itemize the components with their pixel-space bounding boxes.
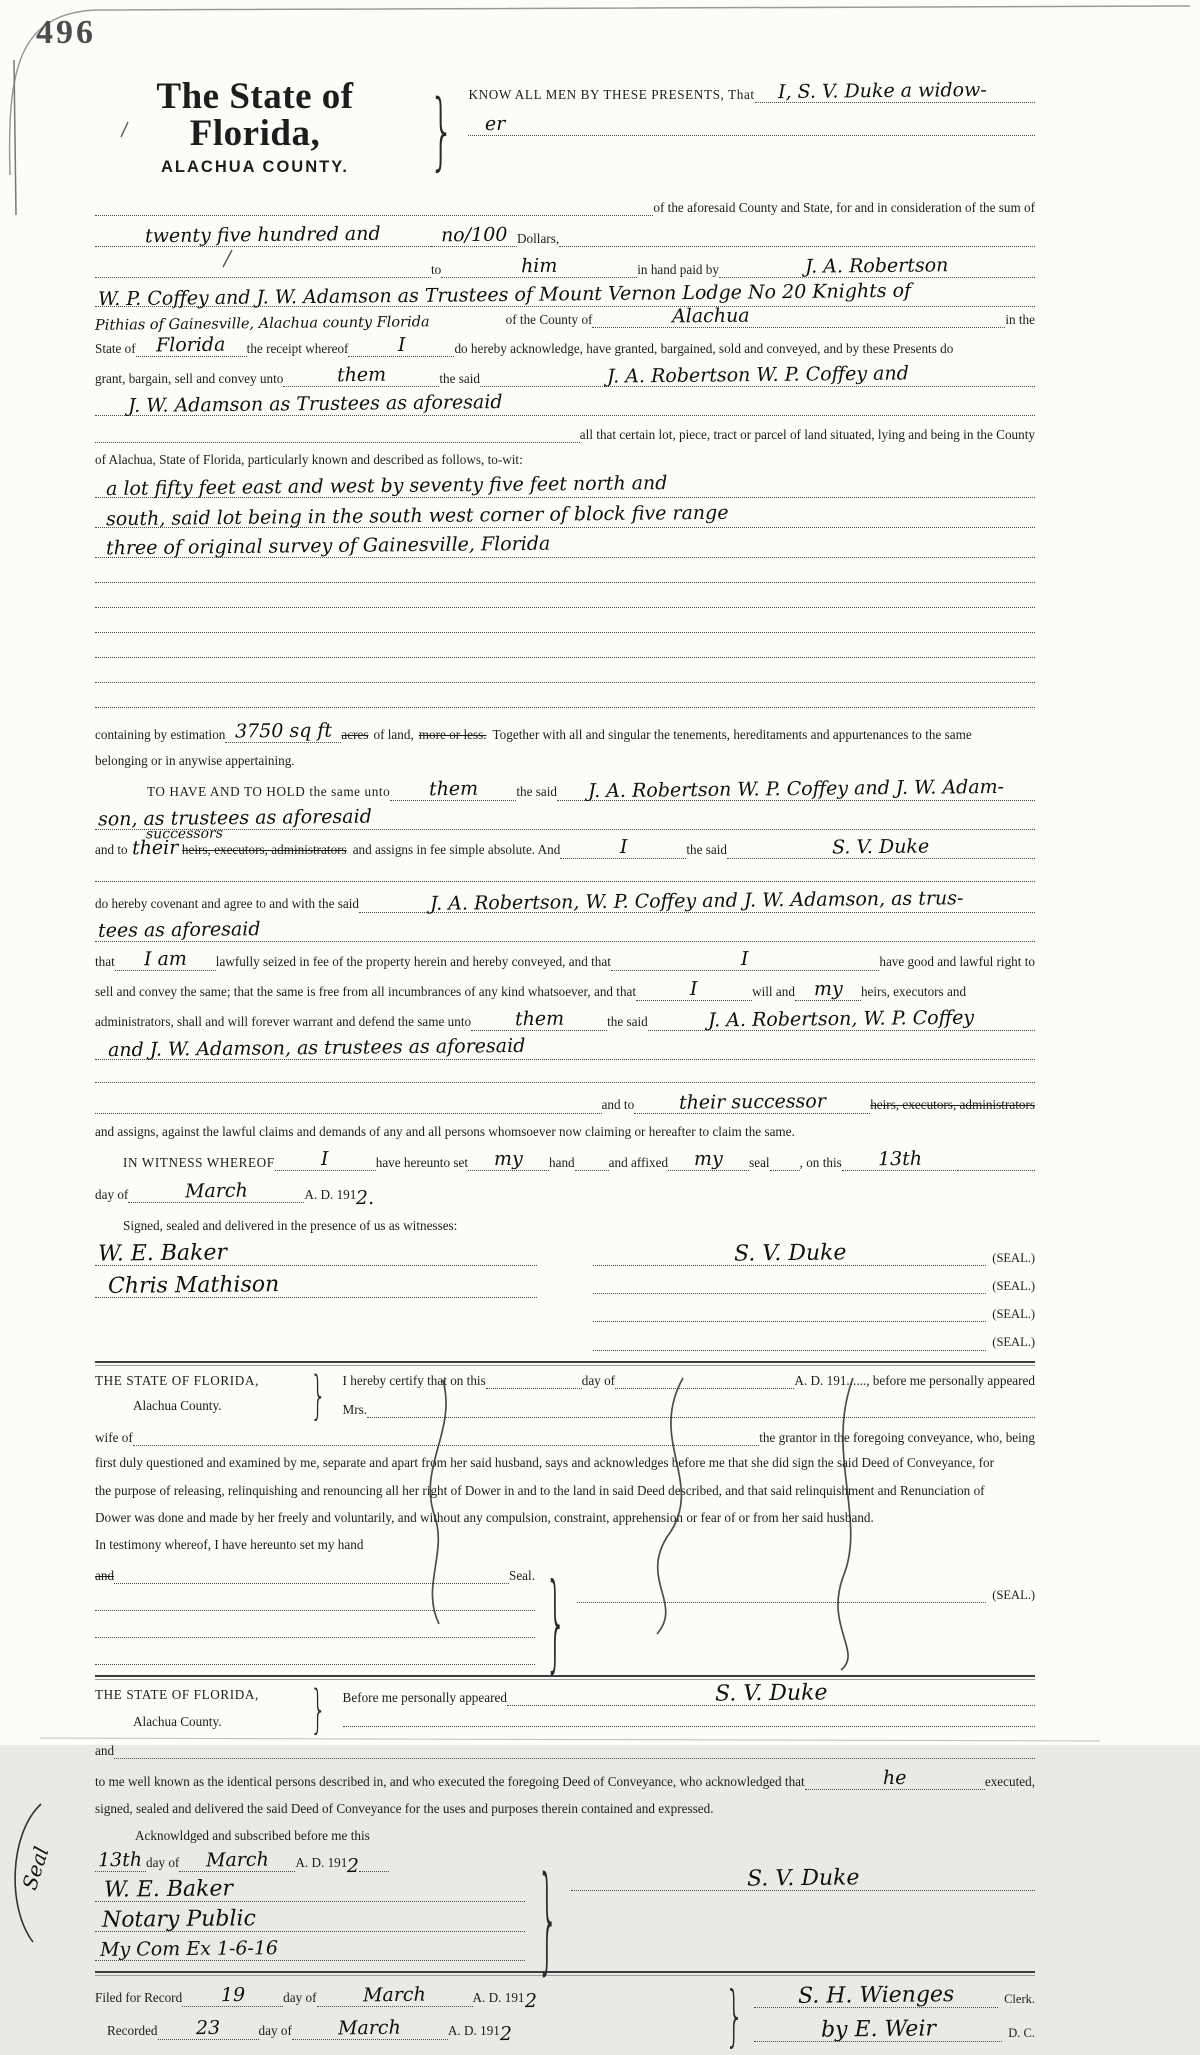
containing-text: containing by estimation bbox=[95, 727, 226, 743]
county-handwriting: Alachua bbox=[671, 304, 750, 328]
covenant-handwriting: J. A. Robertson, W. P. Coffey and J. W. Adamson, as trus- bbox=[430, 886, 964, 915]
ack-month-handwriting: March bbox=[205, 1848, 269, 1871]
filed-month-handwriting: March bbox=[363, 1983, 426, 2006]
ad-label: A. D. 191 bbox=[304, 1186, 357, 1202]
ack-blank-line bbox=[343, 1724, 1035, 1727]
filed-ad-label: A. D. 191 bbox=[472, 1990, 525, 2006]
good-right-text: have good and lawful right to bbox=[879, 954, 1035, 970]
covenant-text: do hereby covenant and agree to and with the said bbox=[95, 896, 360, 912]
heirs2-text: heirs, executors and bbox=[860, 984, 967, 1000]
recorded-day-handwriting: 23 bbox=[195, 2016, 221, 2039]
dower-testimony-text: In testimony whereof, I have hereunto set my hand bbox=[95, 1536, 364, 1552]
dower-mrs-label: Mrs. bbox=[342, 1401, 368, 1417]
dower-wife-of: wife of bbox=[95, 1430, 133, 1445]
grantor-signature: S. V. Duke bbox=[733, 1240, 847, 1267]
in-witness-text: IN WITNESS WHEREOF bbox=[123, 1154, 275, 1170]
signature-block bbox=[95, 1234, 1035, 1351]
seal-margin-text: Seal bbox=[17, 1843, 54, 1893]
blank-seal-line bbox=[593, 1319, 986, 1322]
amount-handwriting: twenty five hundred and bbox=[145, 222, 381, 248]
hand-word: hand bbox=[549, 1154, 575, 1170]
receipt-text: the receipt whereof bbox=[246, 341, 349, 356]
that-label: that bbox=[95, 954, 115, 970]
ack-known-text: to me well known as the identical persons described in, and who executed the foregoing Deed of Conveyance, who acknowledged that bbox=[95, 1774, 805, 1790]
blank-seal-line bbox=[593, 1291, 986, 1294]
them2-handwriting: them bbox=[428, 777, 479, 800]
dower-acknowledgment-section bbox=[95, 1366, 1035, 1686]
grantees-handwriting: J. A. Robertson W. P. Coffey and bbox=[606, 362, 909, 388]
ack-closing-brace: } bbox=[537, 1852, 559, 1989]
and-to2-label: and to bbox=[601, 1097, 635, 1113]
state-handwriting: Florida bbox=[156, 333, 226, 357]
area-handwriting: 3750 sq ft bbox=[234, 719, 333, 743]
heirs-struck-text: heirs, executors, administrators bbox=[181, 842, 347, 858]
seal-label-2: (SEAL.) bbox=[992, 1278, 1035, 1293]
ack-state-heading: THE STATE OF FLORIDA, bbox=[95, 1686, 259, 1702]
sell-text: sell and convey the same; that the same is free from all incumbrances of any kind whatsoever, and that bbox=[95, 984, 637, 1000]
ack-notary-signature: W. E. Baker bbox=[103, 1875, 234, 1903]
seal-word: seal bbox=[749, 1154, 770, 1170]
them-handwriting: them bbox=[336, 363, 387, 387]
day-of-label: day of bbox=[95, 1186, 129, 1202]
clerk-label: Clerk. bbox=[1004, 1992, 1035, 2007]
filed-day-handwriting: 19 bbox=[220, 1983, 245, 2006]
dower-ad-tail: A. D. 191......, before me personally appeared bbox=[794, 1372, 1035, 1388]
to-label: to bbox=[431, 262, 442, 277]
acknowledge-text: do hereby acknowledge, have granted, bargained, sold and conveyed, and by these Presents do bbox=[454, 341, 954, 356]
recorded-ad-label: A. D. 191 bbox=[447, 2023, 500, 2039]
belonging-text: belonging or in anywise appertaining. bbox=[95, 753, 295, 769]
deputy-clerk-label: D. C. bbox=[1008, 2026, 1035, 2041]
them3-handwriting: them bbox=[514, 1007, 564, 1030]
page-number: 496 bbox=[36, 14, 96, 51]
recorded-month-handwriting: March bbox=[338, 2016, 402, 2039]
ack-before-text: Before me personally appeared bbox=[342, 1689, 507, 1705]
dower-grantor-tail: the grantor in the foregoing conveyance, who, being bbox=[759, 1430, 1035, 1445]
dower-wife-blank bbox=[133, 1443, 760, 1446]
together-text: Together with all and singular the tenements, hereditaments and appurtenances to the same bbox=[492, 727, 972, 743]
aforesaid-text: of the aforesaid County and State, for and in consideration of the sum of bbox=[653, 200, 1035, 215]
dower-brace: } bbox=[310, 1366, 327, 1427]
i4-handwriting: I bbox=[690, 977, 698, 1000]
ack-appeared-handwriting: S. V. Duke bbox=[714, 1680, 828, 1707]
dower-and-struck: and bbox=[95, 1567, 115, 1583]
filed-year-handwriting: 2 bbox=[524, 1990, 537, 2013]
header-county: ALACHUA COUNTY. bbox=[161, 158, 349, 176]
blank-line bbox=[95, 580, 1035, 583]
blank-line bbox=[95, 655, 1035, 658]
hold2-handwriting: son, as trustees as aforesaid bbox=[97, 805, 372, 831]
of-land-text: of land, bbox=[373, 727, 414, 743]
claims-text: and assigns, against the lawful claims and demands of any and all persons whomsoever now claiming or hereafter to claim the same. bbox=[95, 1123, 795, 1139]
blank-line bbox=[95, 1635, 535, 1638]
ack-acknowledged-text: Acknowldged and subscribed before me this bbox=[135, 1828, 370, 1844]
ack-commission-handwriting: My Com Ex 1-6-16 bbox=[99, 1936, 279, 1961]
hold-handwriting: J. A. Robertson W. P. Coffey and J. W. Adam- bbox=[587, 775, 1005, 802]
deputy-signature: by E. Weir bbox=[820, 2016, 936, 2043]
ack-county-heading: Alachua County. bbox=[133, 1713, 222, 1729]
section-divider bbox=[95, 1971, 1035, 1976]
know-all-text: KNOW ALL MEN BY THESE PRESENTS, That bbox=[468, 86, 755, 102]
trustees-handwriting: W. P. Coffey and J. W. Adamson as Trustees of Mount Vernon Lodge No 20 Knights of bbox=[97, 279, 912, 311]
blank-line bbox=[95, 1662, 535, 1665]
described-text: of Alachua, State of Florida, particularly known and described as follows, to-wit: bbox=[95, 452, 523, 468]
recorded-year-handwriting: 2 bbox=[499, 2023, 513, 2046]
dower-certify-text: I hereby certify that on this bbox=[342, 1372, 486, 1388]
dollars-label: Dollars, bbox=[517, 231, 560, 246]
ack-executed-text: executed, bbox=[984, 1774, 1035, 1790]
day13-handwriting: 13th bbox=[877, 1147, 922, 1171]
notary-acknowledgment-section bbox=[17, 1680, 1035, 1989]
the-said2-label: the said bbox=[516, 784, 558, 800]
grant-text: grant, bargain, sell and convey unto bbox=[95, 371, 284, 386]
section-divider bbox=[95, 1361, 1035, 1366]
filed-day-of: day of bbox=[283, 1990, 317, 2006]
more-less-struck-text: more or less. bbox=[418, 727, 487, 743]
grantees2-handwriting: J. W. Adamson as Trustees as aforesaid bbox=[127, 391, 503, 418]
defend2-handwriting: and J. W. Adamson, as trustees as aforesaid bbox=[107, 1034, 526, 1061]
blank-seal-line bbox=[593, 1348, 986, 1351]
my-handwriting: my bbox=[813, 977, 843, 1000]
recorded-day-of: day of bbox=[258, 2023, 292, 2039]
recorded-label: Recorded bbox=[107, 2023, 158, 2039]
ack-delivered-text: signed, sealed and delivered the said Deed of Conveyance for the uses and purposes therein contained and expressed. bbox=[95, 1801, 714, 1817]
dower-paragraph-3: Dower was done and made by her freely and voluntarily, and without any compulsion, constraint, apprehension or fear of or from her said husband. bbox=[95, 1510, 874, 1526]
to-have-text: TO HAVE AND TO HOLD the same unto bbox=[147, 784, 391, 800]
seal-margin-mark bbox=[3, 1798, 83, 1948]
dower-seal-blank bbox=[114, 1581, 509, 1584]
receipt-i-handwriting: I bbox=[397, 334, 406, 357]
dower-county-heading: Alachua County. bbox=[133, 1397, 222, 1413]
my2-handwriting: my bbox=[493, 1147, 523, 1170]
ack-and-blank bbox=[114, 1756, 1035, 1759]
acres-struck-text: acres bbox=[341, 727, 369, 743]
seal-label-1: (SEAL.) bbox=[992, 1250, 1035, 1265]
seal-label-4: (SEAL.) bbox=[992, 1335, 1035, 1350]
paid-by-text: in hand paid by bbox=[637, 262, 719, 277]
cents-handwriting: no/100 bbox=[440, 223, 508, 247]
blank-line bbox=[95, 1608, 535, 1611]
blank-line bbox=[95, 705, 1035, 708]
defend-handwriting: J. A. Robertson, W. P. Coffey bbox=[708, 1006, 975, 1032]
will-and-text: will and bbox=[752, 984, 795, 1000]
description-line1-handwriting: a lot fifty feet east and west by seventy five feet north and bbox=[105, 472, 668, 501]
i5-handwriting: I bbox=[321, 1147, 330, 1170]
description-line2-handwriting: south, said lot being in the south west corner of block five range bbox=[105, 502, 729, 531]
ack-day-handwriting: 13th bbox=[98, 1848, 143, 1871]
ack-day-of: day of bbox=[146, 1855, 180, 1871]
blank-line bbox=[95, 1080, 1035, 1083]
covenant2-handwriting: tees as aforesaid bbox=[97, 917, 261, 942]
payer-handwriting: J. A. Robertson bbox=[805, 254, 949, 278]
hereunto-text: have hereunto set bbox=[375, 1154, 468, 1170]
dower-seal-paren: (SEAL.) bbox=[992, 1587, 1035, 1602]
i-am-handwriting: I am bbox=[143, 947, 187, 970]
dower-right-blank bbox=[577, 1600, 987, 1603]
their-handwriting: their bbox=[131, 836, 179, 859]
blank-line bbox=[95, 605, 1035, 608]
my3-handwriting: my bbox=[694, 1147, 724, 1170]
the-said3-label: the said bbox=[686, 842, 728, 858]
warrant-text: administrators, shall and will forever warrant and defend the same unto bbox=[95, 1014, 472, 1030]
affixed-text: and affixed bbox=[608, 1154, 669, 1170]
ack-notary-title-handwriting: Notary Public bbox=[101, 1905, 256, 1933]
trustees-interline-handwriting: Pithias of Gainesville, Alachua county Florida bbox=[94, 314, 430, 335]
dower-seal-word: Seal. bbox=[508, 1567, 535, 1583]
dower-mrs-blank bbox=[367, 1415, 1035, 1418]
blank-line bbox=[95, 680, 1035, 683]
on-this-text: , on this bbox=[799, 1154, 842, 1170]
description-line3-handwriting: three of original survey of Gainesville, Florida bbox=[105, 533, 551, 560]
filed-label: Filed for Record bbox=[95, 1990, 183, 2006]
year-handwriting: 2. bbox=[356, 1186, 375, 1209]
all-that-text: all that certain lot, piece, tract or parcel of land situated, lying and being in the County bbox=[579, 427, 1035, 443]
successor2-handwriting: their successor bbox=[678, 1089, 826, 1114]
the-said4-label: the said bbox=[607, 1014, 648, 1030]
him-handwriting: him bbox=[520, 254, 558, 278]
state-of-label: State of bbox=[95, 341, 136, 356]
grantor-name-handwriting: I, S. V. Duke a widow- bbox=[777, 78, 987, 104]
ack-brace: } bbox=[310, 1680, 327, 1741]
filing-section bbox=[95, 1978, 1035, 2055]
blank-line bbox=[95, 879, 1035, 882]
dower-closing-brace: } bbox=[545, 1561, 567, 1686]
witness1-signature: W. E. Baker bbox=[97, 1240, 228, 1267]
document-header bbox=[95, 76, 1035, 180]
document-title: The State of Florida, bbox=[156, 76, 354, 154]
in-the-text: in the bbox=[1005, 312, 1035, 327]
blank-line bbox=[95, 630, 1035, 633]
ack-he-handwriting: he bbox=[882, 1767, 907, 1790]
ack-year-handwriting: 2 bbox=[347, 1855, 360, 1878]
presence-text: Signed, sealed and delivered in the presence of us as witnesses: bbox=[123, 1217, 458, 1233]
the-said-label: the said bbox=[439, 371, 481, 386]
clerk-signature: S. H. Wienges bbox=[797, 1981, 955, 2009]
filing-brace: } bbox=[725, 1978, 745, 2055]
ack-ad-label: A. D. 191 bbox=[295, 1855, 348, 1871]
heirs3-struck-text: heirs, executors, administrators bbox=[870, 1097, 1035, 1113]
march-handwriting: March bbox=[184, 1179, 248, 1203]
county-of-text: of the County of bbox=[505, 312, 593, 327]
assigns-text: and assigns in fee simple absolute. And bbox=[352, 842, 561, 858]
i2-handwriting: I bbox=[619, 835, 628, 858]
and-to-label: and to bbox=[95, 842, 128, 858]
i3-handwriting: I bbox=[741, 947, 749, 970]
seal-label-3: (SEAL.) bbox=[992, 1307, 1035, 1322]
seized-text: lawfully seized in fee of the property herein and hereby conveyed, and that bbox=[215, 954, 611, 970]
dower-day-of: day of bbox=[581, 1372, 616, 1388]
grantor-name-continuation: er bbox=[485, 112, 506, 136]
dower-paragraph-1: first duly questioned and examined by me, separate and apart from her said husband, says and acknowledges before me that she did sign the said Deed of Conveyance, for bbox=[95, 1455, 995, 1471]
witness2-signature: Chris Mathison bbox=[107, 1272, 280, 1299]
dower-state-heading: THE STATE OF FLORIDA, bbox=[95, 1372, 259, 1388]
ack-grantor-signature: S. V. Duke bbox=[746, 1865, 860, 1892]
dower-paragraph-2: the purpose of releasing, relinquishing and renouncing all her right of Dower in and to the land in said Deed described, and that said relinquishment and Renunciation of bbox=[95, 1482, 985, 1498]
successors-interline-handwriting: successors bbox=[145, 825, 223, 843]
duke-handwriting: S. V. Duke bbox=[832, 835, 930, 859]
header-brace: } bbox=[429, 83, 455, 180]
ack-and-label: and bbox=[95, 1743, 115, 1759]
